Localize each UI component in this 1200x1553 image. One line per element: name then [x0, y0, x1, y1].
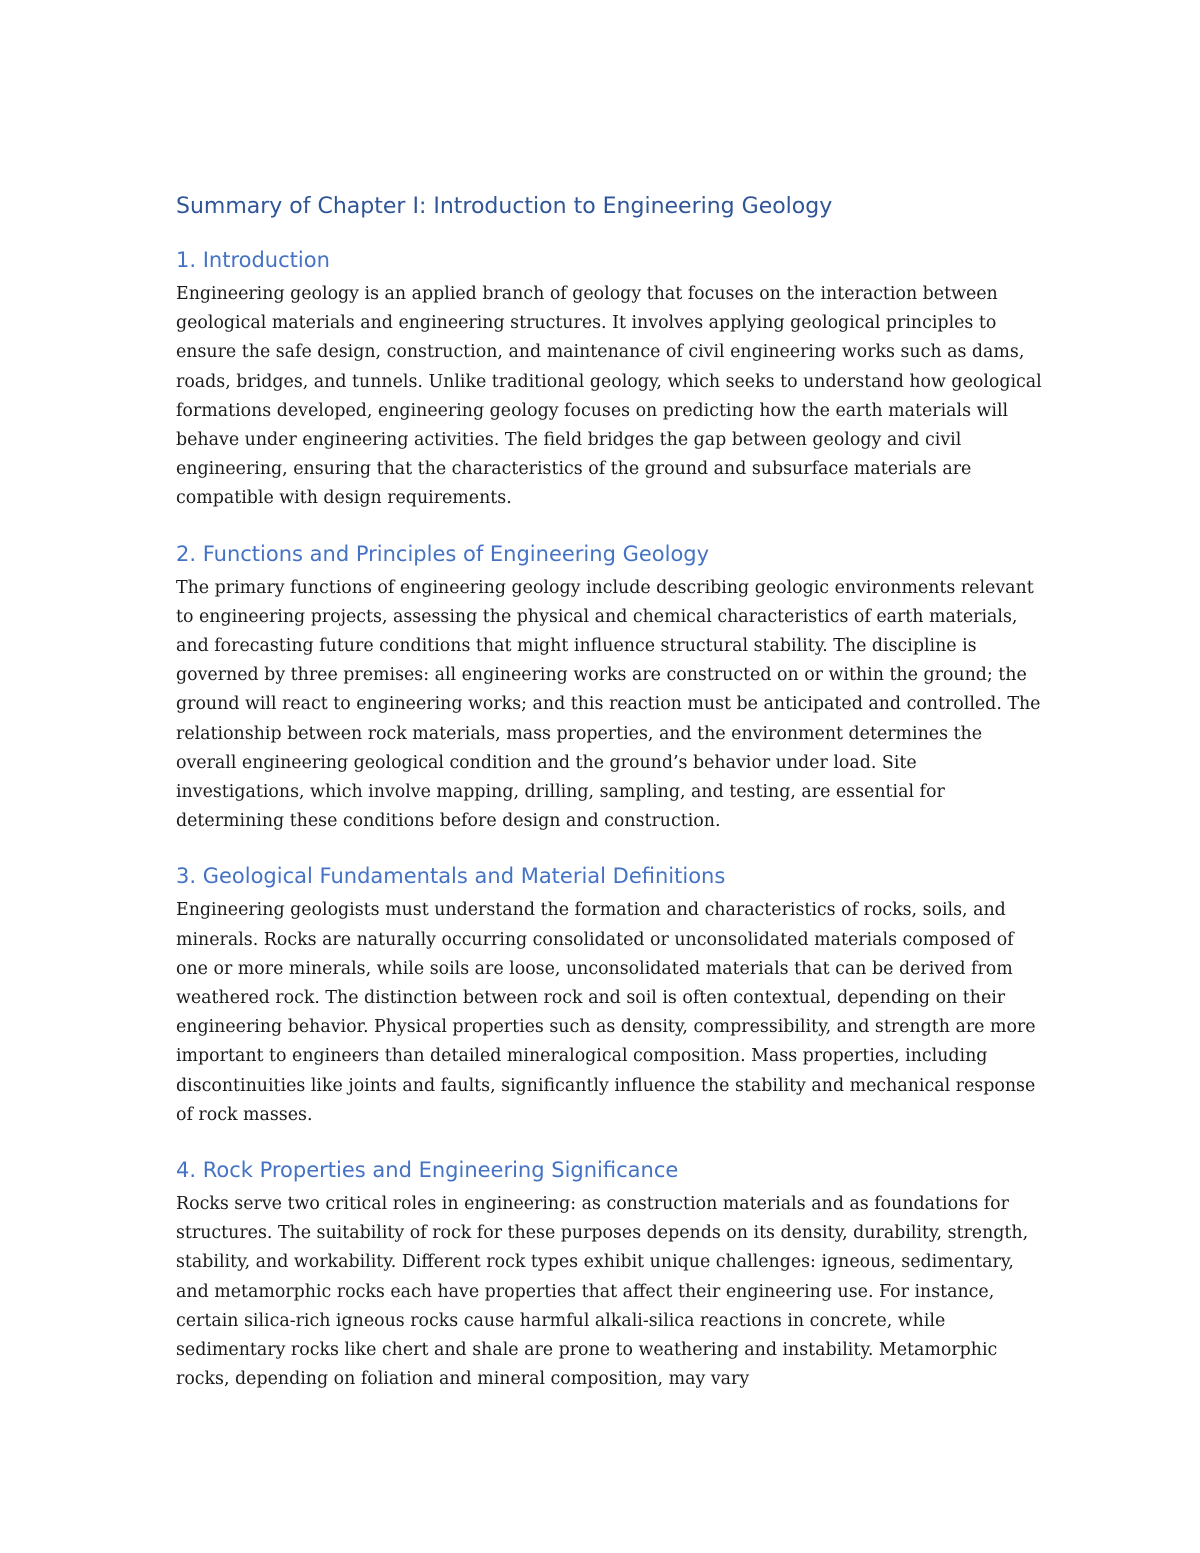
section-paragraph: The primary functions of engineering geology include describing geologic environments relevant to engineering projects, assessing the physical and chemical characteristics of earth materials, and forecasting future conditions that might influence structural stability. The discipline is governed by three premises: all engineering works are constructed on or within the ground; the ground will react to engineering works; and this reaction must be anticipated and controlled. The relationship between rock materials, mass properties, and the environment determines the overall engineering geological condition and the ground’s behavior under load. Site investigations, which involve mapping, drilling, sampling, and testing, are essential for determining these conditions before design and construction.	[176, 577, 1041, 832]
section-geological-fundamentals	[176, 860, 1046, 1130]
section-paragraph: Engineering geology is an applied branch of geology that focuses on the interaction between geological materials and engineering structures. It involves applying geological principles to ensure the safe design, construction, and maintenance of civil engineering works such as dams, roads, bridges, and tunnels. Unlike traditional geology, which seeks to understand how geological formations developed, engineering geology focuses on predicting how the earth materials will behave under engineering activities. The field bridges the gap between geology and civil engineering, ensuring that the characteristics of the ground and subsurface materials are compatible with design requirements.	[176, 284, 1042, 509]
section-rock-properties	[176, 1154, 1046, 1394]
section-heading: 4. Rock Properties and Engineering Significance	[176, 1158, 679, 1183]
section-paragraph: Engineering geologists must understand the formation and characteristics of rocks, soils, and minerals. Rocks are naturally occurring consolidated or unconsolidated materials composed of one or more minerals, while soils are loose, unconsolidated materials that can be derived from weathered rock. The distinction between rock and soil is often contextual, depending on their engineering behavior. Physical properties such as density, compressibility, and strength are more important to engineers than detailed mineralogical composition. Mass properties, including discontinuities like joints and faults, significantly influence the stability and mechanical response of rock masses.	[176, 900, 1036, 1125]
document-content	[176, 190, 1046, 1419]
section-paragraph: Rocks serve two critical roles in engineering: as construction materials and as foundations for structures. The suitability of rock for these purposes depends on its density, durability, strength, stability, and workability. Different rock types exhibit unique challenges: igneous, sedimentary, and metamorphic rocks each have properties that affect their engineering use. For instance, certain silica-rich igneous rocks cause harmful alkali-silica reactions in concrete, while sedimentary rocks like chert and shale are prone to weathering and instability. Metamorphic rocks, depending on foliation and mineral composition, may vary	[176, 1194, 1029, 1390]
section-heading: 3. Geological Fundamentals and Material Definitions	[176, 864, 726, 889]
section-functions-principles	[176, 538, 1046, 837]
section-heading: 1. Introduction	[176, 248, 330, 272]
section-introduction	[176, 244, 1046, 514]
section-heading: 2. Functions and Principles of Engineering Geology	[176, 541, 710, 566]
document-title: Summary of Chapter I: Introduction to Engineering Geology	[176, 194, 833, 219]
